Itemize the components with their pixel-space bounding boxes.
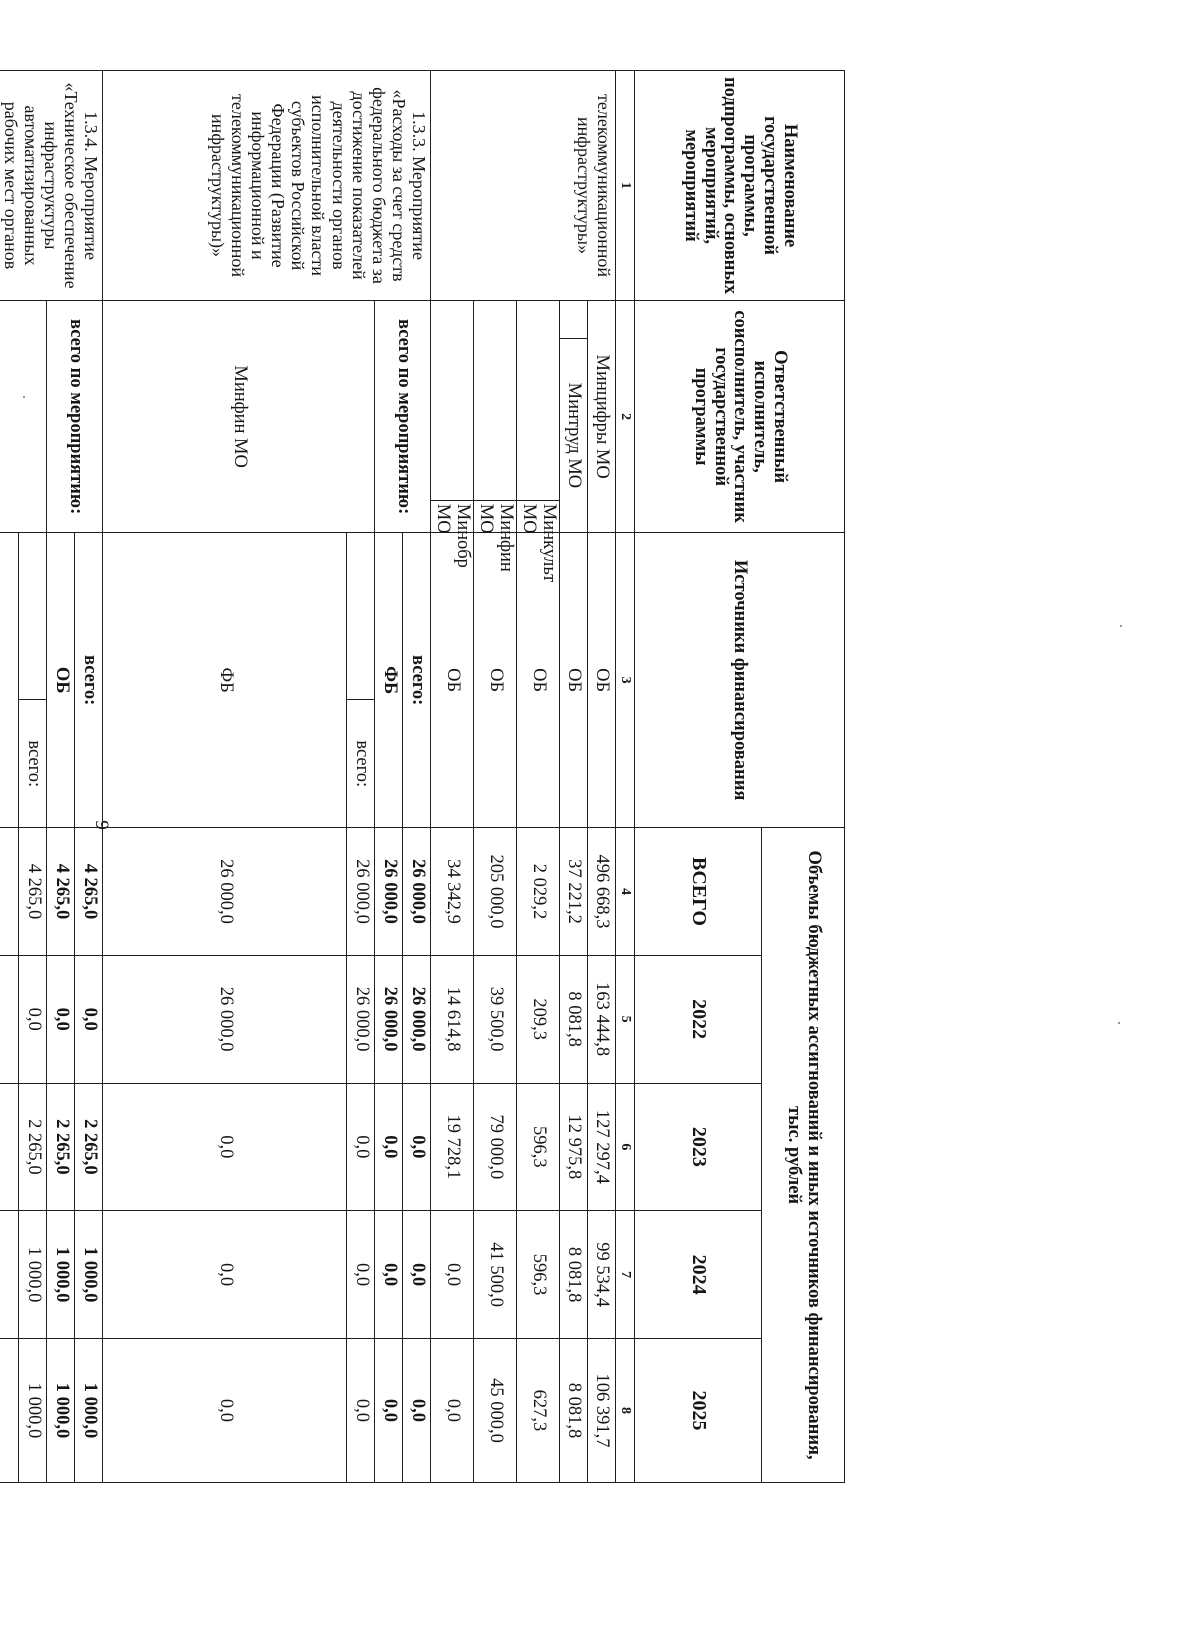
executor-cell (0, 301, 47, 533)
value-cell: 0,0 (347, 1083, 375, 1211)
executor-cell: Минобр МО (431, 500, 474, 532)
source-cell: ОБ (431, 533, 474, 828)
value-cell (0, 1211, 19, 1339)
indent-cell (560, 301, 588, 339)
indent-cell (474, 301, 517, 501)
value-cell: 45 000,0 (474, 1338, 517, 1482)
value-cell: 163 444,8 (588, 955, 616, 1083)
value-cell: 205 000,0 (474, 828, 517, 956)
column-numbers-row (616, 71, 635, 1483)
source-cell (0, 533, 19, 828)
source-cell: ОБ (474, 533, 517, 828)
value-cell: 0,0 (347, 1338, 375, 1482)
executor-cell: Минфин МО (474, 500, 517, 532)
indent-cell (431, 301, 474, 501)
column-number: 2 (616, 301, 635, 533)
scan-speck (1120, 625, 1122, 627)
value-cell: 0,0 (103, 1083, 347, 1211)
value-cell: 8 081,8 (560, 1211, 588, 1339)
value-cell (0, 1083, 19, 1211)
column-number: 1 (616, 71, 635, 301)
indent-cell (517, 301, 560, 501)
scan-speck (1118, 1022, 1120, 1024)
value-cell: 0,0 (431, 1211, 474, 1339)
source-cell: всего: (347, 700, 375, 828)
value-cell: 79 000,0 (474, 1083, 517, 1211)
source-cell: ОБ (560, 533, 588, 828)
value-cell (0, 1338, 19, 1482)
value-cell: 496 668,3 (588, 828, 616, 956)
event-name: телекоммуникационной инфраструктуры» (431, 71, 616, 301)
header-year: 2025 (635, 1338, 762, 1482)
value-cell: 1 000,0 (47, 1338, 75, 1482)
value-cell: 4 265,0 (19, 828, 47, 956)
value-cell: 0,0 (375, 1083, 403, 1211)
header-source: Источники финансирования (635, 533, 845, 828)
header-total: ВСЕГО (635, 828, 762, 956)
value-cell: 4 265,0 (47, 828, 75, 956)
value-cell: 0,0 (431, 1338, 474, 1482)
value-cell: 2 265,0 (75, 1083, 103, 1211)
value-cell: 1 000,0 (47, 1211, 75, 1339)
value-cell: 0,0 (103, 1338, 347, 1482)
table-row (75, 71, 103, 1483)
value-cell: 0,0 (375, 1338, 403, 1482)
value-cell: 0,0 (75, 955, 103, 1083)
value-cell: 0,0 (19, 955, 47, 1083)
value-cell: 26 000,0 (375, 828, 403, 956)
value-cell: 26 000,0 (403, 828, 431, 956)
value-cell: 39 500,0 (474, 955, 517, 1083)
event-name: 1.3.4. Мероприятие «Техническое обеспечение инфраструктуры автоматизированных рабочих мест органов (0, 71, 103, 301)
column-number: 3 (616, 533, 635, 828)
event-total-label: всего по мероприятию: (47, 301, 103, 533)
source-cell: ФБ (103, 533, 347, 828)
value-cell: 0,0 (403, 1338, 431, 1482)
indent-cell (19, 533, 47, 700)
value-cell: 1 000,0 (19, 1211, 47, 1339)
source-cell: ОБ (588, 533, 616, 828)
value-cell: 19 728,1 (431, 1083, 474, 1211)
value-cell: 209,3 (517, 955, 560, 1083)
value-cell: 0,0 (403, 1211, 431, 1339)
value-cell: 14 614,8 (431, 955, 474, 1083)
event-name: 1.3.3. Мероприятие «Расходы за счет средств федерального бюджета за достижение показателей деятельности органов исполнительной власти субъектов Российской Федерации (Развитие информационной и телекоммуникационной инфраструктуры)» (103, 71, 431, 301)
value-cell: 596,3 (517, 1083, 560, 1211)
executor-cell: Минфин МО (103, 301, 375, 533)
value-cell: 99 534,4 (588, 1211, 616, 1339)
value-cell: 1 000,0 (19, 1338, 47, 1482)
value-cell: 2 265,0 (47, 1083, 75, 1211)
value-cell: 26 000,0 (347, 828, 375, 956)
value-cell: 2 029,2 (517, 828, 560, 956)
header-executor: Ответственный исполнитель, соисполнитель, участник государственной программы (635, 301, 845, 533)
value-cell: 106 391,7 (588, 1338, 616, 1482)
table-rotation-frame (0, 70, 845, 1483)
value-cell: 0,0 (375, 1211, 403, 1339)
column-number: 8 (616, 1338, 635, 1482)
indent-cell (347, 533, 375, 700)
column-number: 7 (616, 1211, 635, 1339)
value-cell: 0,0 (103, 1211, 347, 1339)
value-cell: 41 500,0 (474, 1211, 517, 1339)
source-cell: всего: (75, 533, 103, 828)
table-rotated-container (0, 70, 845, 1483)
value-cell (0, 828, 19, 956)
value-cell: 2 265,0 (19, 1083, 47, 1211)
value-cell: 26 000,0 (403, 955, 431, 1083)
column-number: 6 (616, 1083, 635, 1211)
value-cell: 627,3 (517, 1338, 560, 1482)
value-cell: 0,0 (47, 955, 75, 1083)
value-cell: 37 221,2 (560, 828, 588, 956)
header-row-1 (762, 71, 845, 1483)
header-financing-group: Объемы бюджетных ассигнований и иных источников финансирования, тыс. рублей (762, 828, 845, 1483)
source-cell: всего: (19, 700, 47, 828)
executor-cell: Минкульт МО (517, 500, 560, 532)
source-cell: ОБ (47, 533, 75, 828)
column-number: 5 (616, 955, 635, 1083)
value-cell: 26 000,0 (103, 828, 347, 956)
executor-cell: Минтруд МО (560, 338, 588, 533)
value-cell: 0,0 (347, 1211, 375, 1339)
value-cell: 1 000,0 (75, 1211, 103, 1339)
table-row (403, 71, 431, 1483)
event-total-label: всего по мероприятию: (375, 301, 431, 533)
source-cell: всего: (403, 533, 431, 828)
value-cell: 0,0 (403, 1083, 431, 1211)
value-cell: 127 297,4 (588, 1083, 616, 1211)
header-name: Наименование государственной программы, подпрограммы, основных мероприятий, мероприятий (635, 71, 845, 301)
value-cell: 596,3 (517, 1211, 560, 1339)
value-cell: 8 081,8 (560, 955, 588, 1083)
table-row (588, 71, 616, 1483)
value-cell: 4 265,0 (75, 828, 103, 956)
value-cell: 26 000,0 (347, 955, 375, 1083)
budget-table (0, 70, 845, 1483)
value-cell (0, 955, 19, 1083)
executor-cell: Минцифры МО (588, 301, 616, 533)
header-year: 2023 (635, 1083, 762, 1211)
value-cell: 34 342,9 (431, 828, 474, 956)
source-cell: ОБ (517, 533, 560, 828)
value-cell: 1 000,0 (75, 1338, 103, 1482)
value-cell: 8 081,8 (560, 1338, 588, 1482)
page-number: 9 (91, 820, 112, 830)
source-cell: ФБ (375, 533, 403, 828)
header-year: 2024 (635, 1211, 762, 1339)
header-year: 2022 (635, 955, 762, 1083)
value-cell: 26 000,0 (103, 955, 347, 1083)
column-number: 4 (616, 828, 635, 956)
value-cell: 12 975,8 (560, 1083, 588, 1211)
value-cell: 26 000,0 (375, 955, 403, 1083)
